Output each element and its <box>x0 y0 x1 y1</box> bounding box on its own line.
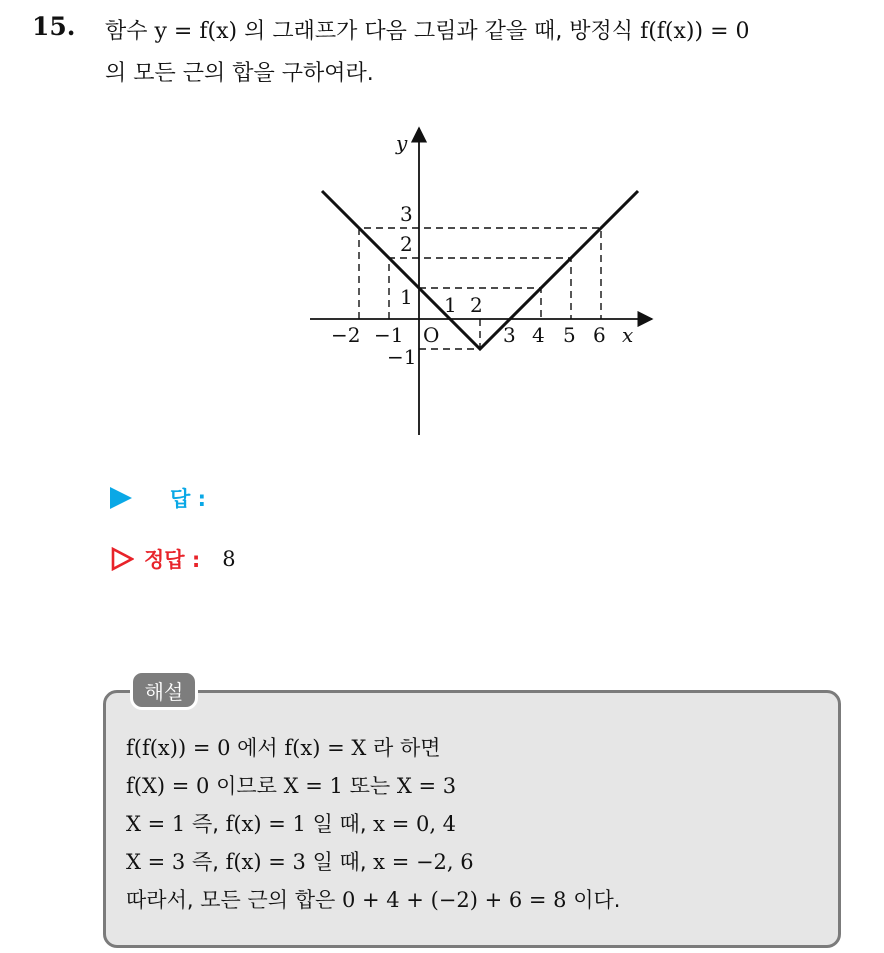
solution-line3 <box>126 808 456 838</box>
y-tick-1: 1 <box>400 285 413 309</box>
solution-math: X = 3 <box>126 850 186 874</box>
x-axis-label: x <box>622 323 634 347</box>
solution-text: 라 하면 <box>366 736 441 760</box>
solution-math: f(x) = X <box>284 736 367 760</box>
solution-math: x = 0, 4 <box>373 812 457 836</box>
correct-answer-row <box>110 544 236 574</box>
solution-math: X = 1 <box>283 774 343 798</box>
correct-answer-value: 8 <box>222 547 236 571</box>
solution-text: 일 때, <box>305 812 374 836</box>
outline-triangle-icon <box>110 547 134 571</box>
solution-text: 에서 <box>230 736 285 760</box>
question-text-line2: 의 모든 근의 합을 구하여라. <box>105 61 374 86</box>
solution-math: f(X) = 0 <box>126 774 210 798</box>
y-tick-neg1: −1 <box>387 345 417 369</box>
solution-math: f(x) = 3 <box>225 850 306 874</box>
solution-line5 <box>126 884 620 914</box>
x-tick-4: 4 <box>532 323 545 347</box>
solution-text: 즉, <box>185 850 226 874</box>
solution-math: X = 1 <box>126 812 186 836</box>
solution-text: 즉, <box>185 812 226 836</box>
x-tick-neg2: −2 <box>331 323 361 347</box>
correct-answer-label: 정답 : <box>144 548 201 572</box>
function-graph <box>300 120 660 440</box>
solution-tag: 해설 <box>130 670 198 710</box>
solution-line4 <box>126 846 474 876</box>
question-text-a: 함수 <box>105 19 155 44</box>
solution-math: x = −2, 6 <box>373 850 474 874</box>
answer-label: 답 : <box>170 487 206 511</box>
solution-math: f(f(x)) = 0 <box>126 736 231 760</box>
x-tick-neg1: −1 <box>374 323 404 347</box>
answer-row <box>110 483 228 513</box>
x-tick-5: 5 <box>563 323 576 347</box>
y-tick-3: 3 <box>400 202 413 226</box>
solution-text: 이다. <box>566 888 621 912</box>
solution-text: 이므로 <box>209 774 284 798</box>
x-tick-3: 3 <box>503 323 516 347</box>
x-tick-2: 2 <box>470 293 483 317</box>
question-text-line1 <box>105 14 750 45</box>
solution-line1 <box>126 732 441 762</box>
question-equation: f(f(x)) = 0 <box>640 19 750 44</box>
origin-label: O <box>423 323 440 347</box>
play-triangle-icon <box>110 487 132 509</box>
solution-text: 또는 <box>342 774 397 798</box>
x-tick-1: 1 <box>444 293 457 317</box>
question-text-b: 의 그래프가 다음 그림과 같을 때, 방정식 <box>237 19 641 44</box>
solution-math: X = 3 <box>396 774 457 798</box>
question-number: 15. <box>32 12 76 41</box>
y-axis-label: y <box>396 131 408 155</box>
question-function: y = f(x) <box>154 19 238 44</box>
solution-text: 따라서, 모든 근의 합은 <box>126 888 342 912</box>
solution-line2 <box>126 770 456 800</box>
solution-text: 일 때, <box>305 850 374 874</box>
x-tick-6: 6 <box>593 323 606 347</box>
solution-math: f(x) = 1 <box>225 812 306 836</box>
y-tick-2: 2 <box>400 232 413 256</box>
solution-math: 0 + 4 + (−2) + 6 = 8 <box>341 888 567 912</box>
